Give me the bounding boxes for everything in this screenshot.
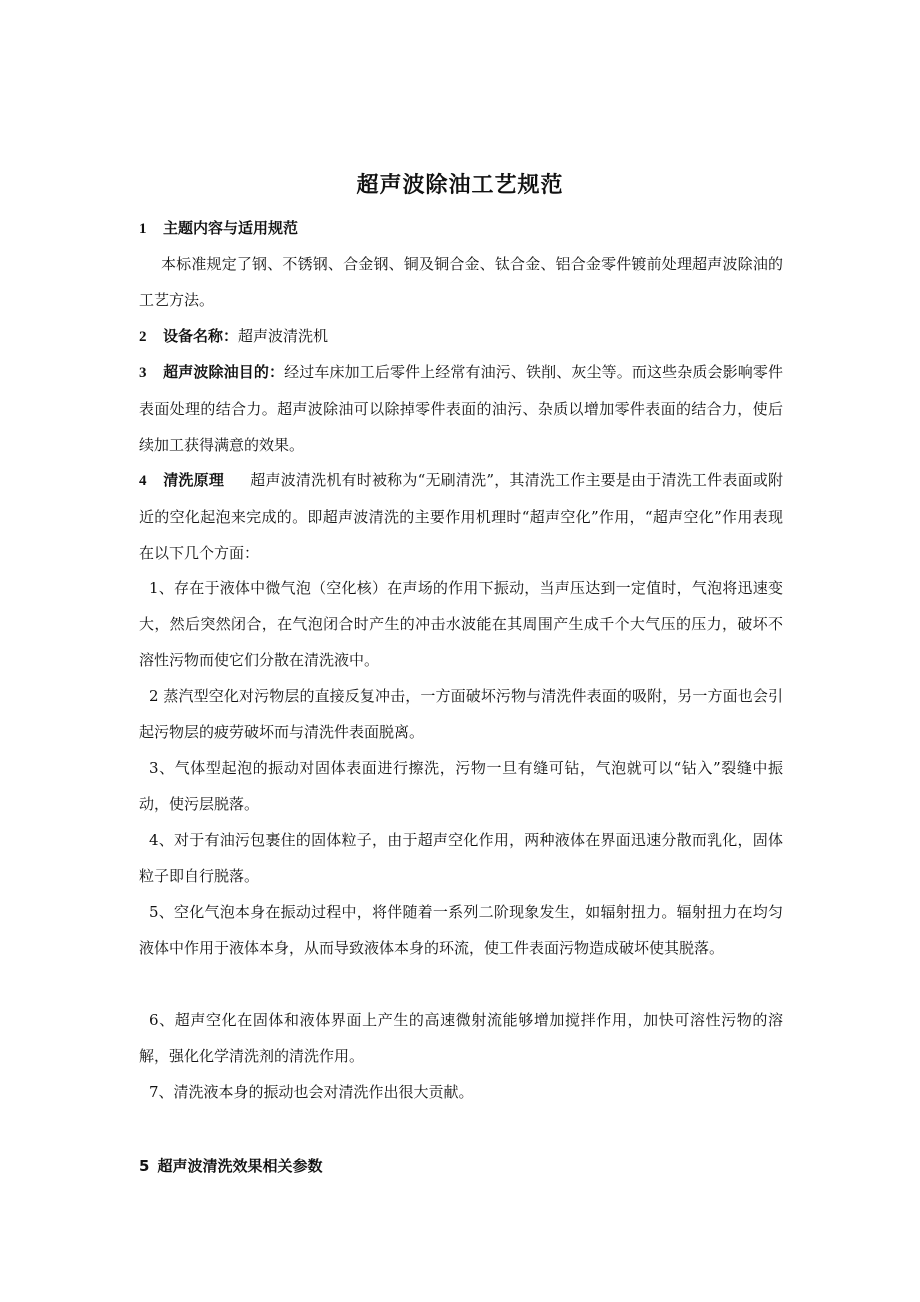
- section-body: 经过车床加工后零件上经常有油污、铁削、灰尘等。而这些杂质会影响零件表面处理的结合力。超声波除油可以除掉零件表面的油污、杂质以增加零件表面的结合力，使后续加工获得满意的效果。: [139, 363, 783, 454]
- section-number: 3: [139, 365, 147, 381]
- page-title: 超声波除油工艺规范: [356, 173, 564, 198]
- list-item: 1、存在于液体中微气泡（空化核）在声场的作用下振动，当声压达到一定值时，气泡将迅速变大，然后突然闭合，在气泡闭合时产生的冲击水波能在其周围产生成千个大气压的压力，破坏不溶性污物而使它们分散在清洗液中。: [139, 579, 783, 669]
- section-heading: 设备名称：: [163, 327, 239, 345]
- section-number: 1: [139, 221, 147, 237]
- section-body: 超声波清洗机: [238, 327, 329, 345]
- list-item: 6、超声空化在固体和液体界面上产生的高速微射流能够增加搅拌作用，加快可溶性污物的溶解，强化化学清洗剂的清洗作用。: [139, 1011, 783, 1065]
- section-1-heading: [139, 210, 783, 247]
- section-1-body: 本标准规定了钢、不锈钢、合金钢、铜及铜合金、钛合金、铝合金零件镀前处理超声波除油的工艺方法。: [139, 255, 783, 309]
- section-heading: 清洗原理: [163, 471, 225, 489]
- section-2: [139, 318, 783, 355]
- list-item: 2 蒸汽型空化对污物层的直接反复冲击，一方面破坏污物与清洗件表面的吸附，另一方面也会引起污物层的疲劳破坏而与清洗件表面脱离。: [139, 687, 783, 741]
- section-4: [139, 462, 783, 571]
- section-number: 2: [139, 329, 147, 345]
- section-number: 5: [139, 1157, 150, 1175]
- list-item: 7、清洗液本身的振动也会对清洗作出很大贡献。: [149, 1083, 474, 1101]
- list-item: 3、气体型起泡的振动对固体表面进行擦洗，污物一旦有缝可钻，气泡就可以“钻入”裂缝中振动，使污层脱落。: [139, 759, 783, 813]
- section-5-heading: [139, 1148, 783, 1184]
- list-item: 5、空化气泡本身在振动过程中，将伴随着一系列二阶现象发生，如辐射扭力。辐射扭力在均匀液体中作用于液体本身，从而导致液体本身的环流，使工件表面污物造成破坏使其脱落。: [139, 903, 783, 957]
- list-item: 4、对于有油污包裹住的固体粒子，由于超声空化作用，两种液体在界面迅速分散而乳化，固体粒子即自行脱落。: [139, 831, 783, 885]
- section-heading: 主题内容与适用规范: [163, 219, 299, 237]
- section-3: [139, 354, 783, 463]
- section-heading: 超声波除油目的：: [163, 363, 285, 381]
- section-number: 4: [139, 473, 147, 489]
- section-heading: 超声波清洗效果相关参数: [157, 1157, 323, 1175]
- section-body: 超声波清洗机有时被称为“无刷清洗”，其清洗工作主要是由于清洗工件表面或附近的空化起泡来完成的。即超声波清洗的主要作用机理时“超声空化”作用，“超声空化”作用表现在以下几个方面：: [139, 471, 783, 562]
